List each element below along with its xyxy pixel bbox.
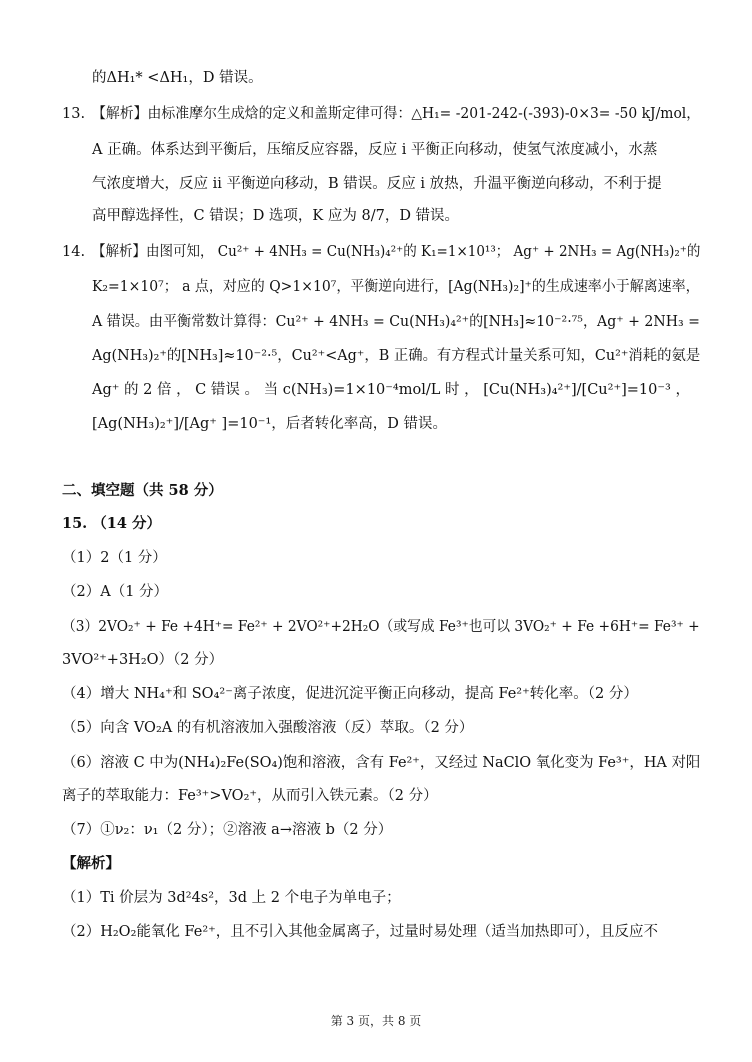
q14-line-5: Ag⁺ 的 2 倍 ， C 错误 。 当 c(NH₃)=1×10⁻⁴mol/L 时 ， [Cu(NH₃)₄²⁺]/[Cu²⁺]=10⁻³ ，: [92, 382, 690, 398]
answer-6-line-1: （6）溶液 C 中为(NH₄)₂Fe(SO₄)饱和溶液，含有 Fe²⁺，又经过 NaClO 氧化变为 Fe³⁺，HA 对阳: [62, 755, 701, 771]
q14-line-2: K₂=1×10⁷； a 点，对应的 Q>1×10⁷，平衡逆向进行，[Ag(NH₃)₂]⁺的生成速率小于解离速率，: [92, 279, 700, 295]
answer-3-line-1: （3）2VO₂⁺ + Fe +4H⁺= Fe²⁺ + 2VO²⁺+2H₂O（或写成 Fe³⁺也可以 3VO₂⁺ + Fe +6H⁺= Fe³⁺ +: [62, 619, 700, 635]
q13-number: 13.: [62, 106, 86, 122]
q14-line-1: 【解析】由图可知， Cu²⁺ + 4NH₃ = Cu(NH₃)₄²⁺的 K₁=1×10¹³； Ag⁺ + 2NH₃ = Ag(NH₃)₂⁺的: [92, 244, 701, 260]
answer-3-line-2: 3VO²⁺+3H₂O）（2 分）: [62, 652, 224, 668]
q14-line-3: A 错误。由平衡常数计算得：Cu²⁺ + 4NH₃ = Cu(NH₃)₄²⁺的[NH₃]≈10⁻²·⁷⁵，Ag⁺ + 2NH₃ =: [92, 314, 700, 330]
q14-number: 14.: [62, 244, 86, 260]
q14-line-4: Ag(NH₃)₂⁺的[NH₃]≈10⁻²·⁵，Cu²⁺<Ag⁺，B 正确。有方程式计量关系可知，Cu²⁺消耗的氨是: [92, 348, 701, 364]
q14-line-6: [Ag(NH₃)₂⁺]/[Ag⁺ ]=10⁻¹，后者转化率高，D 错误。: [92, 416, 448, 432]
answer-6-line-2: 离子的萃取能力：Fe³⁺>VO₂⁺，从而引入铁元素。（2 分）: [62, 788, 438, 804]
section-title: 二、填空题（共 58 分）: [62, 482, 223, 499]
answer-7: （7）①ν₂：ν₁（2 分）；②溶液 a→溶液 b（2 分）: [62, 822, 393, 838]
analysis-title: 【解析】: [62, 855, 120, 872]
q15-title: 15. （14 分）: [62, 515, 162, 532]
prev-question-tail: 的ΔH₁* <ΔH₁，D 错误。: [92, 70, 263, 86]
q13-line-4: 高甲醇选择性，C 错误；D 选项，K 应为 8/7，D 错误。: [92, 208, 460, 224]
q13-line-1: 【解析】由标准摩尔生成焓的定义和盖斯定律可得：△H₁= -201-242-(-393)-0×3= -50 kJ/mol，: [92, 106, 701, 122]
q13-line-3: 气浓度增大，反应 ii 平衡逆向移动，B 错误。反应 i 放热，升温平衡逆向移动，不利于提: [92, 176, 662, 192]
page-footer: 第 3 页，共 8 页: [330, 1014, 422, 1028]
answer-2: （2）A（1 分）: [62, 584, 169, 600]
q13-line-2: A 正确。体系达到平衡后，压缩反应容器，反应 i 平衡正向移动，使氢气浓度减小，水蒸: [92, 142, 658, 158]
analysis-1: （1）Ti 价层为 3d²4s²，3d 上 2 个电子为单电子；: [62, 890, 401, 906]
answer-5: （5）向含 VO₂A 的有机溶液加入强酸溶液（反）萃取。（2 分）: [62, 720, 474, 736]
answer-4: （4）增大 NH₄⁺和 SO₄²⁻离子浓度，促进沉淀平衡正向移动，提高 Fe²⁺转化率。（2 分）: [62, 686, 638, 702]
analysis-2: （2）H₂O₂能氧化 Fe²⁺，且不引入其他金属离子，过量时易处理（适当加热即可），且反应不: [62, 924, 659, 940]
answer-1: （1）2（1 分）: [62, 550, 167, 566]
